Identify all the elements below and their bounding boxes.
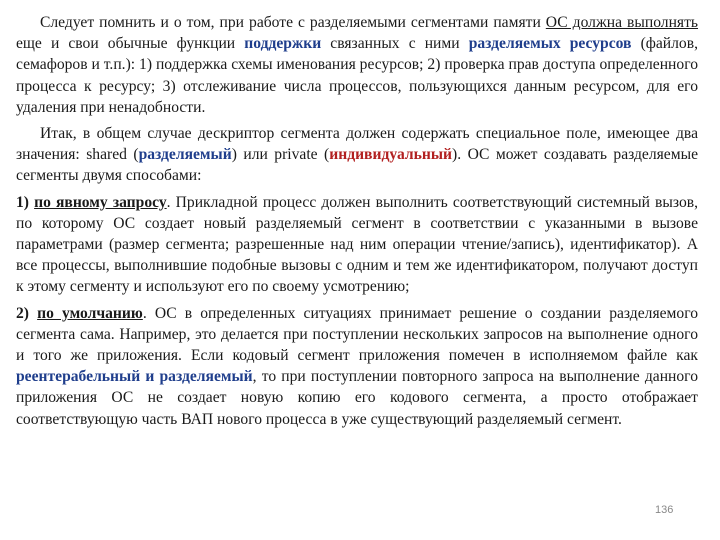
text-run: связанных с ними: [321, 35, 469, 53]
list-number: 2): [16, 304, 29, 322]
highlight-term: разделяемых ресурсов: [468, 35, 632, 53]
highlight-term: поддержки: [244, 35, 322, 53]
list-item-title: по явному запросу: [34, 193, 167, 211]
page-number: 136: [655, 504, 674, 516]
highlight-term: реентерабельный и разделяемый: [16, 368, 253, 386]
highlight-term: разделяемый: [138, 146, 232, 164]
text-run: . Прикладной процесс должен выполнить соответствующий системный вызов, по которому ОС создает новый разделяемый сегмент в соответствии с указанными в вызове параметрами (размер сегмента; разрешенные над ним операции чтение/запись), идентификатор). А все процессы, выполнившие подобные вызовы с одним и тем же идентификатором, получают доступ к этому сегменту и используют его по своему усмотрению;: [16, 193, 699, 296]
text-run: еще и свои обычные функции: [16, 35, 245, 53]
paragraph-shared-resources: [16, 12, 698, 118]
body-text: [16, 12, 698, 435]
list-item-explicit-request: [16, 192, 698, 298]
underlined-phrase: ОС должна выполнять: [545, 14, 699, 31]
list-item-default: [16, 303, 698, 430]
text-run: Итак, в общем случае дескриптор сегмента должен содержать специальное поле, имеющее два значения: shared (: [16, 125, 698, 164]
list-item-title: по умолчанию: [37, 304, 143, 322]
highlight-term-red: индивидуальный: [329, 146, 453, 164]
text-run: ) или private (: [231, 146, 330, 164]
paragraph-segment-descriptor: [16, 123, 698, 187]
text-run: ). ОС может создавать разделяемые сегменты двумя способами:: [16, 146, 698, 185]
text-run: , то при поступлении повторного запроса на выполнение данного приложения ОС не создает новую копию его кодового сегмента, а просто отображает соответствующую часть ВАП нового процесса в уже существующий разделяемый сегмент.: [16, 368, 698, 428]
text-run: . ОС в определенных ситуациях принимает решение о создании разделяемого сегмента сама. Например, это делается при поступлении нескольких запросов на выполнение одного и того же приложения. Если кодовый сегмент приложения помечен в исполняемом файле как: [16, 304, 699, 365]
text-run: Следует помнить и о том, при работе с разделяемыми сегментами памяти: [40, 14, 546, 31]
list-number: 1): [16, 193, 29, 211]
text-run: (файлов, семафоров и т.п.): 1) поддержка схемы именования ресурсов; 2) проверка прав доступа определенного процесса к ресурсу; 3) отслеживание числа процессов, пользующихся данным ресурсом, для его удаления при ненадобности.: [16, 35, 698, 116]
